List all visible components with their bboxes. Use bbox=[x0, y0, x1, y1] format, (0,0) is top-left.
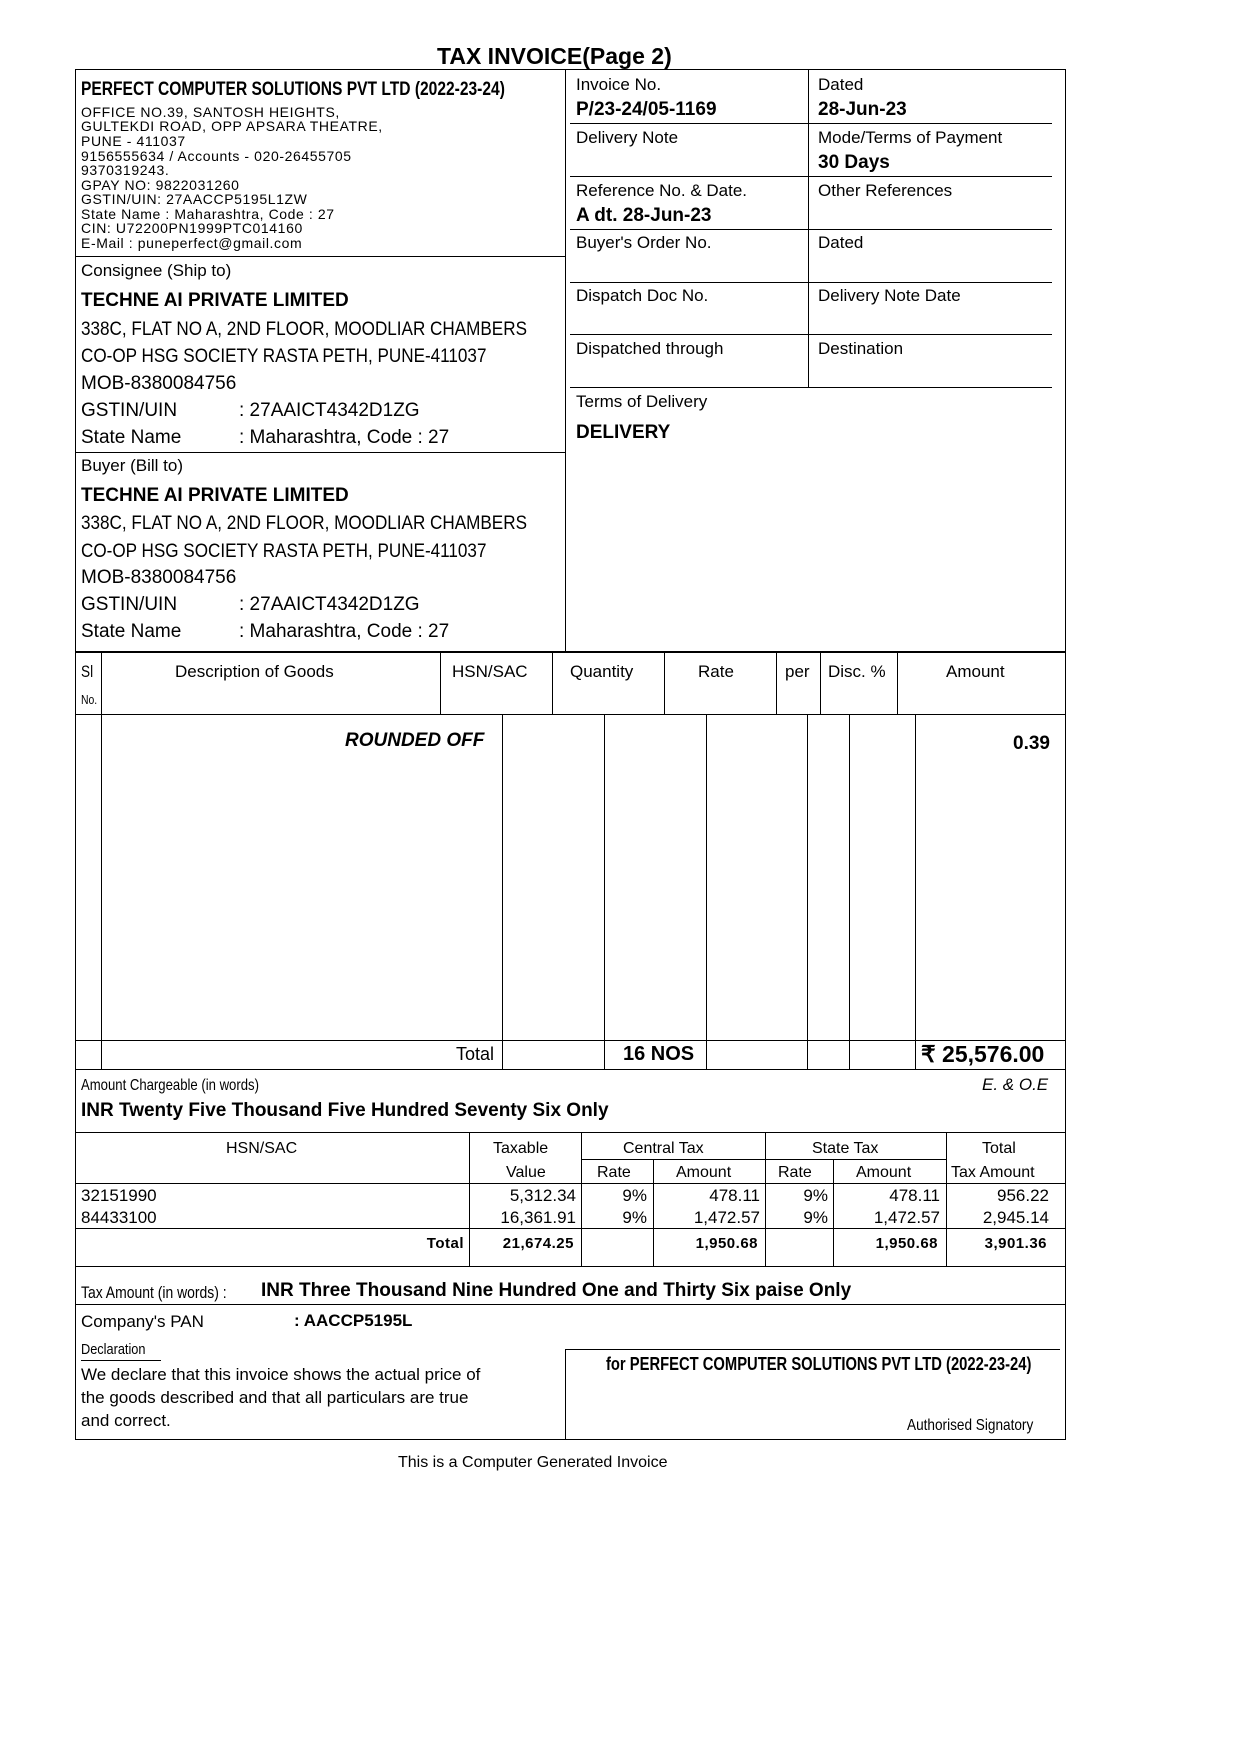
signature-company: for PERFECT COMPUTER SOLUTIONS PVT LTD (2022-23-24) bbox=[606, 1354, 1032, 1374]
buyer-gstin-label: GSTIN/UIN bbox=[81, 594, 178, 615]
delivery-note-label: Delivery Note bbox=[576, 128, 679, 147]
tax-header-state-rate: Rate bbox=[778, 1164, 812, 1181]
declaration-heading: Declaration bbox=[81, 1341, 146, 1358]
seller-address-line: GULTEKDI ROAD, OPP APSARA THEATRE, bbox=[81, 118, 383, 134]
tax-row-central-rate: 9% bbox=[622, 1208, 647, 1227]
tax-words-value: INR Three Thousand Nine Hundred One and Thirty Six paise Only bbox=[261, 1280, 852, 1301]
tax-total-state-amount: 1,950.68 bbox=[875, 1235, 938, 1252]
tax-header-hsn: HSN/SAC bbox=[226, 1140, 298, 1157]
tax-row-state-amount: 1,472.57 bbox=[873, 1208, 940, 1227]
consignee-gstin-label: GSTIN/UIN bbox=[81, 400, 178, 421]
tax-row-taxable: 16,361.91 bbox=[500, 1208, 576, 1227]
tax-words-label: Tax Amount (in words) : bbox=[81, 1283, 227, 1302]
buyer-address-line: CO-OP HSG SOCIETY RASTA PETH, PUNE-411037 bbox=[81, 541, 487, 562]
items-total-quantity: 16 NOS bbox=[623, 1043, 695, 1065]
tax-row-hsn: 32151990 bbox=[81, 1186, 157, 1205]
col-header-hsn: HSN/SAC bbox=[452, 662, 528, 681]
tax-header-taxable: Taxable bbox=[493, 1140, 549, 1157]
seller-email: E-Mail : puneperfect@gmail.com bbox=[81, 235, 303, 251]
payment-mode-label: Mode/Terms of Payment bbox=[818, 128, 1003, 147]
consignee-address-line: 338C, FLAT NO A, 2ND FLOOR, MOODLIAR CHAMBERS bbox=[81, 319, 527, 340]
seller-phone: 9156555634 / Accounts - 020-26455705 bbox=[81, 148, 352, 164]
amount-words-value: INR Twenty Five Thousand Five Hundred Seventy Six Only bbox=[81, 1100, 609, 1121]
col-header-quantity: Quantity bbox=[570, 662, 634, 681]
tax-row-state-amount: 478.11 bbox=[889, 1186, 940, 1205]
seller-gpay: GPAY NO: 9822031260 bbox=[81, 177, 240, 193]
tax-row-central-rate: 9% bbox=[622, 1186, 647, 1205]
tax-total-central-amount: 1,950.68 bbox=[695, 1235, 758, 1252]
buyer-mobile: MOB-8380084756 bbox=[81, 567, 237, 588]
invoice-title: TAX INVOICE(Page 2) bbox=[437, 43, 672, 69]
consignee-gstin-value: : 27AAICT4342D1ZG bbox=[239, 400, 420, 421]
eoe-label: E. & O.E bbox=[982, 1075, 1049, 1094]
terms-of-delivery-value: DELIVERY bbox=[576, 422, 671, 443]
order-dated-label: Dated bbox=[818, 233, 864, 252]
buyer-state-value: : Maharashtra, Code : 27 bbox=[239, 621, 450, 642]
other-references-label: Other References bbox=[818, 181, 953, 200]
tax-row-taxable: 5,312.34 bbox=[509, 1186, 576, 1205]
tax-row-central-amount: 478.11 bbox=[709, 1186, 760, 1205]
seller-cin: CIN: U72200PN1999PTC014160 bbox=[81, 220, 303, 236]
consignee-heading: Consignee (Ship to) bbox=[81, 261, 232, 280]
col-header-no: No. bbox=[81, 692, 98, 707]
tax-header-tax-amount: Tax Amount bbox=[951, 1164, 1035, 1181]
tax-header-state-amount: Amount bbox=[856, 1164, 912, 1181]
item-amount: 0.39 bbox=[1013, 733, 1050, 754]
col-header-rate: Rate bbox=[698, 662, 734, 681]
buyers-order-label: Buyer's Order No. bbox=[576, 233, 712, 252]
buyer-name: TECHNE AI PRIVATE LIMITED bbox=[81, 485, 349, 506]
seller-name: PERFECT COMPUTER SOLUTIONS PVT LTD (2022-23-24) bbox=[81, 79, 505, 100]
col-header-sl: Sl bbox=[81, 662, 94, 681]
col-header-disc: Disc. % bbox=[828, 662, 886, 681]
invoice-no-label: Invoice No. bbox=[576, 75, 662, 94]
consignee-name: TECHNE AI PRIVATE LIMITED bbox=[81, 290, 349, 311]
buyer-state-label: State Name bbox=[81, 621, 182, 642]
declaration-text: the goods described and that all particulars are true bbox=[81, 1388, 469, 1407]
tax-header-state: State Tax bbox=[812, 1140, 879, 1157]
dispatched-through-label: Dispatched through bbox=[576, 339, 724, 358]
tax-header-central-rate: Rate bbox=[597, 1164, 631, 1181]
consignee-state-value: : Maharashtra, Code : 27 bbox=[239, 427, 450, 448]
tax-total-label: Total bbox=[426, 1235, 464, 1252]
seller-state: State Name : Maharashtra, Code : 27 bbox=[81, 206, 335, 222]
footer-note: This is a Computer Generated Invoice bbox=[398, 1454, 668, 1471]
seller-address-line: PUNE - 411037 bbox=[81, 133, 186, 149]
items-total-amount: ₹ 25,576.00 bbox=[921, 1041, 1045, 1067]
consignee-address-line: CO-OP HSG SOCIETY RASTA PETH, PUNE-411037 bbox=[81, 346, 487, 367]
col-header-amount: Amount bbox=[946, 662, 1005, 681]
invoice-no-value: P/23-24/05-1169 bbox=[576, 99, 717, 120]
tax-total-taxable: 21,674.25 bbox=[502, 1235, 574, 1252]
tax-header-central: Central Tax bbox=[623, 1140, 704, 1157]
declaration-text: and correct. bbox=[81, 1411, 171, 1430]
destination-label: Destination bbox=[818, 339, 904, 358]
dispatch-doc-label: Dispatch Doc No. bbox=[576, 286, 709, 305]
tax-total-amount: 3,901.36 bbox=[984, 1235, 1047, 1252]
tax-row-central-amount: 1,472.57 bbox=[693, 1208, 760, 1227]
dated-label: Dated bbox=[818, 75, 864, 94]
tax-header-total: Total bbox=[982, 1140, 1016, 1157]
tax-row-state-rate: 9% bbox=[803, 1186, 828, 1205]
seller-gstin: GSTIN/UIN: 27AACCP5195L1ZW bbox=[81, 191, 308, 207]
tax-row-total: 956.22 bbox=[997, 1186, 1049, 1205]
item-description: ROUNDED OFF bbox=[345, 730, 485, 751]
reference-label: Reference No. & Date. bbox=[576, 181, 748, 200]
reference-value: A dt. 28-Jun-23 bbox=[576, 205, 712, 226]
consignee-mobile: MOB-8380084756 bbox=[81, 373, 237, 394]
buyer-address-line: 338C, FLAT NO A, 2ND FLOOR, MOODLIAR CHAMBERS bbox=[81, 513, 527, 534]
pan-label: Company's PAN bbox=[81, 1312, 204, 1331]
terms-of-delivery-label: Terms of Delivery bbox=[576, 392, 708, 411]
delivery-note-date-label: Delivery Note Date bbox=[818, 286, 961, 305]
declaration-text: We declare that this invoice shows the actual price of bbox=[81, 1365, 481, 1384]
tax-row-hsn: 84433100 bbox=[81, 1208, 157, 1227]
col-header-per: per bbox=[785, 662, 810, 681]
seller-phone: 9370319243. bbox=[81, 162, 170, 178]
amount-words-label: Amount Chargeable (in words) bbox=[81, 1077, 259, 1094]
authorised-signatory: Authorised Signatory bbox=[907, 1417, 1034, 1434]
col-header-description: Description of Goods bbox=[175, 662, 334, 681]
buyer-gstin-value: : 27AAICT4342D1ZG bbox=[239, 594, 420, 615]
tax-row-total: 2,945.14 bbox=[982, 1208, 1049, 1227]
payment-mode-value: 30 Days bbox=[818, 152, 890, 173]
seller-address-line: OFFICE NO.39, SANTOSH HEIGHTS, bbox=[81, 104, 340, 120]
buyer-heading: Buyer (Bill to) bbox=[81, 456, 184, 475]
dated-value: 28-Jun-23 bbox=[818, 99, 907, 120]
tax-header-central-amount: Amount bbox=[676, 1164, 732, 1181]
tax-row-state-rate: 9% bbox=[803, 1208, 828, 1227]
pan-value: : AACCP5195L bbox=[294, 1311, 413, 1330]
consignee-state-label: State Name bbox=[81, 427, 182, 448]
tax-header-value: Value bbox=[506, 1164, 546, 1181]
items-total-label: Total bbox=[456, 1044, 495, 1064]
